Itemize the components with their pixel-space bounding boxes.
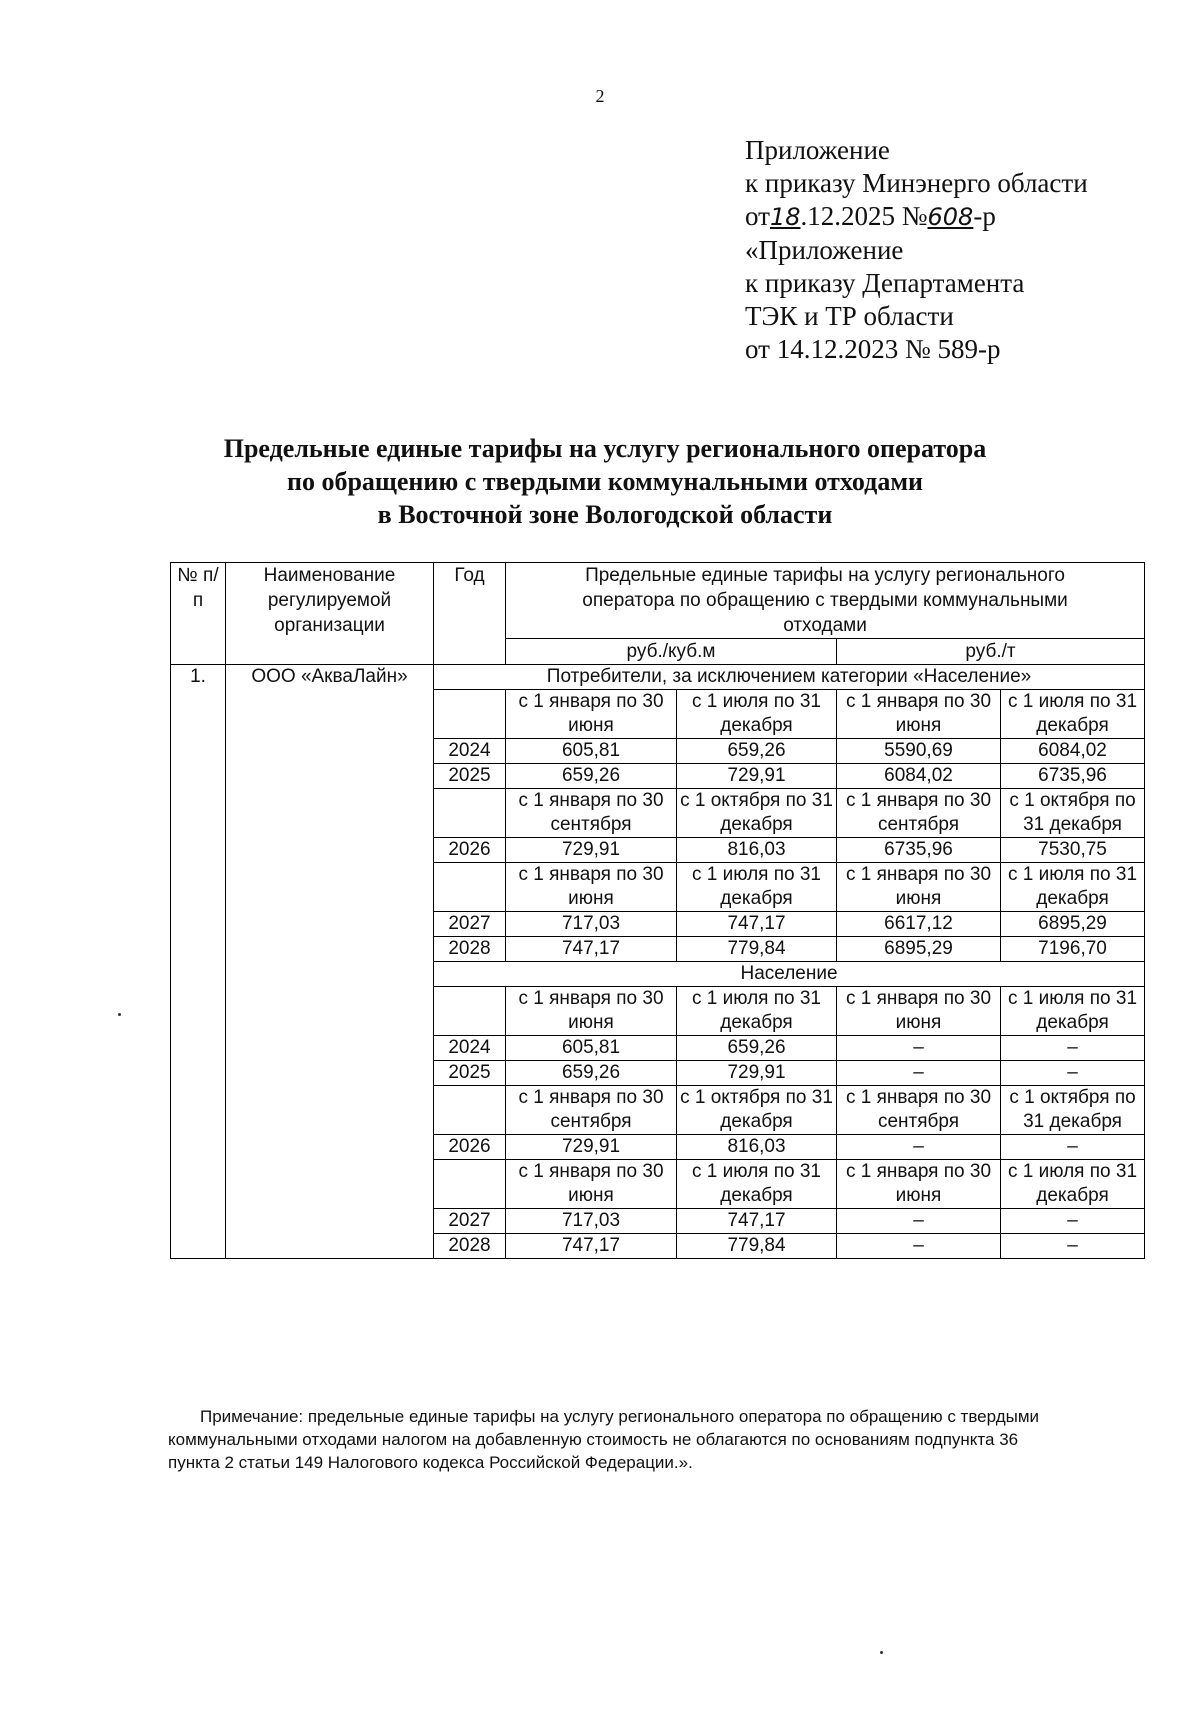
tariff-value-cell: – [837, 1135, 1001, 1160]
tariff-value-cell: – [1001, 1036, 1145, 1061]
tariff-value-cell: 747,17 [677, 912, 837, 937]
year-cell-empty [434, 987, 506, 1036]
document-title [150, 432, 1060, 531]
tariff-value-cell: 605,81 [506, 739, 677, 764]
tariff-value-cell: 6617,12 [837, 912, 1001, 937]
title-line: по обращению с твердыми коммунальными отходами [286, 467, 924, 496]
appendix-date-suffix: -р [973, 201, 996, 231]
period-label-cell: с 1 июля по 31 декабря [677, 863, 837, 912]
year-cell-empty [434, 863, 506, 912]
tariff-value-cell: 659,26 [677, 1036, 837, 1061]
period-label-cell: с 1 октября по 31 декабря [1001, 1086, 1145, 1135]
tariff-value-cell: 779,84 [677, 1234, 837, 1259]
tariff-value-cell: 6084,02 [1001, 739, 1145, 764]
footnote-line: коммунальными отходами налогом на добавленную стоимость не облагаются по основаниям подпункта 36 [168, 1430, 1019, 1449]
period-label-cell: с 1 июля по 31 декабря [677, 1160, 837, 1209]
period-label-cell: с 1 октября по 31 декабря [677, 789, 837, 838]
tariff-value-cell: 747,17 [677, 1209, 837, 1234]
header-year: Год [434, 563, 506, 665]
tariff-value-cell: – [1001, 1135, 1145, 1160]
year-cell: 2025 [434, 1061, 506, 1086]
tariff-value-cell: 816,03 [677, 838, 837, 863]
title-line: в Восточной зоне Вологодской области [377, 500, 833, 529]
period-label-cell: с 1 июля по 31 декабря [1001, 863, 1145, 912]
year-cell: 2028 [434, 1234, 506, 1259]
period-label-cell: с 1 января по 30 июня [506, 690, 677, 739]
period-label-cell: с 1 октября по 31 декабря [677, 1086, 837, 1135]
tariff-value-cell: – [1001, 1061, 1145, 1086]
year-cell-empty [434, 1086, 506, 1135]
period-label-cell: с 1 июля по 31 декабря [677, 690, 837, 739]
year-cell: 2026 [434, 838, 506, 863]
tariff-value-cell: 747,17 [506, 1234, 677, 1259]
organization-name: ООО «АкваЛайн» [226, 665, 434, 1259]
tariff-value-cell: 729,91 [506, 1135, 677, 1160]
tariff-value-cell: – [1001, 1234, 1145, 1259]
consumer-group-caption: Население [434, 962, 1145, 987]
period-label-cell: с 1 января по 30 июня [837, 1160, 1001, 1209]
footnote-line: пункта 2 статьи 149 Налогового кодекса Российской Федерации.». [168, 1453, 693, 1472]
tariff-value-cell: 816,03 [677, 1135, 837, 1160]
tariff-table-body [171, 665, 1145, 1259]
tariff-value-cell: 779,84 [677, 937, 837, 962]
period-label-cell: с 1 января по 30 июня [837, 863, 1001, 912]
tariff-value-cell: 659,26 [506, 764, 677, 789]
tariff-value-cell: 6735,96 [837, 838, 1001, 863]
period-label-cell: с 1 июля по 31 декабря [1001, 1160, 1145, 1209]
year-cell: 2024 [434, 1036, 506, 1061]
period-label-cell: с 1 января по 30 сентября [837, 1086, 1001, 1135]
appendix-line: к приказу Минэнерго области [745, 168, 1088, 198]
tariff-value-cell: 6084,02 [837, 764, 1001, 789]
appendix-line: к приказу Департамента [745, 268, 1025, 298]
tariff-value-cell: – [837, 1209, 1001, 1234]
page-number: 2 [595, 86, 605, 106]
scan-speck [118, 1013, 121, 1016]
scan-speck [880, 1651, 883, 1654]
tariff-value-cell: 6895,29 [837, 937, 1001, 962]
period-label-cell: с 1 июля по 31 декабря [677, 987, 837, 1036]
appendix-line: «Приложение [745, 235, 904, 265]
tariff-value-cell: 729,91 [506, 838, 677, 863]
tariff-value-cell: – [837, 1036, 1001, 1061]
header-tariffs: Предельные единые тарифы на услугу регионального оператора по обращению с твердыми коммунальными отходами [506, 563, 1145, 639]
period-label-cell: с 1 января по 30 июня [506, 1160, 677, 1209]
header-organization: Наименование регулируемой организации [226, 563, 434, 665]
appendix-date-mid: .12.2025 № [800, 201, 928, 231]
footnote [168, 1405, 1134, 1474]
period-label-cell: с 1 января по 30 сентября [506, 789, 677, 838]
consumer-group-caption: Потребители, за исключением категории «Население» [434, 665, 1145, 690]
year-cell-empty [434, 1160, 506, 1209]
period-label-cell: с 1 января по 30 сентября [506, 1086, 677, 1135]
tariff-value-cell: 659,26 [506, 1061, 677, 1086]
appendix-date-prefix: от [745, 201, 770, 231]
year-cell: 2025 [434, 764, 506, 789]
period-label-cell: с 1 января по 30 июня [837, 690, 1001, 739]
tariff-value-cell: 729,91 [677, 764, 837, 789]
tariff-value-cell: 6895,29 [1001, 912, 1145, 937]
handwritten-number: 608 [927, 203, 974, 231]
tariff-value-cell: 7530,75 [1001, 838, 1145, 863]
appendix-date-line [745, 200, 1088, 234]
title-line: Предельные единые тарифы на услугу регионального оператора [223, 434, 987, 463]
header-unit-t: руб./т [837, 639, 1145, 665]
period-label-cell: с 1 января по 30 сентября [837, 789, 1001, 838]
period-label-cell: с 1 октября по 31 декабря [1001, 789, 1145, 838]
period-label-cell: с 1 января по 30 июня [506, 987, 677, 1036]
appendix-block [745, 134, 1088, 366]
tariff-value-cell: 717,03 [506, 912, 677, 937]
period-label-cell: с 1 января по 30 июня [837, 987, 1001, 1036]
tariff-value-cell: 729,91 [677, 1061, 837, 1086]
tariff-value-cell: – [837, 1234, 1001, 1259]
tariff-value-cell: 659,26 [677, 739, 837, 764]
year-cell: 2027 [434, 1209, 506, 1234]
tariff-value-cell: 6735,96 [1001, 764, 1145, 789]
year-cell: 2024 [434, 739, 506, 764]
footnote-line: Примечание: предельные единые тарифы на услугу регионального оператора по обращению с твердыми [200, 1407, 1040, 1426]
header-unit-m3: руб./куб.м [506, 639, 837, 665]
year-cell-empty [434, 690, 506, 739]
tariff-table [170, 562, 1145, 1259]
tariff-value-cell: 7196,70 [1001, 937, 1145, 962]
appendix-line: ТЭК и ТР области [745, 301, 954, 331]
tariff-value-cell: 5590,69 [837, 739, 1001, 764]
period-label-cell: с 1 января по 30 июня [506, 863, 677, 912]
appendix-line: от 14.12.2023 № 589-р [745, 334, 1001, 364]
tariff-value-cell: – [1001, 1209, 1145, 1234]
year-cell-empty [434, 789, 506, 838]
year-cell: 2028 [434, 937, 506, 962]
year-cell: 2026 [434, 1135, 506, 1160]
row-number: 1. [171, 665, 226, 1259]
tariff-value-cell: 605,81 [506, 1036, 677, 1061]
handwritten-day: 18 [769, 203, 801, 231]
tariff-value-cell: – [837, 1061, 1001, 1086]
period-label-cell: с 1 июля по 31 декабря [1001, 690, 1145, 739]
tariff-value-cell: 717,03 [506, 1209, 677, 1234]
year-cell: 2027 [434, 912, 506, 937]
header-number: № п/п [171, 563, 226, 665]
appendix-line: Приложение [745, 135, 890, 165]
period-label-cell: с 1 июля по 31 декабря [1001, 987, 1145, 1036]
tariff-value-cell: 747,17 [506, 937, 677, 962]
